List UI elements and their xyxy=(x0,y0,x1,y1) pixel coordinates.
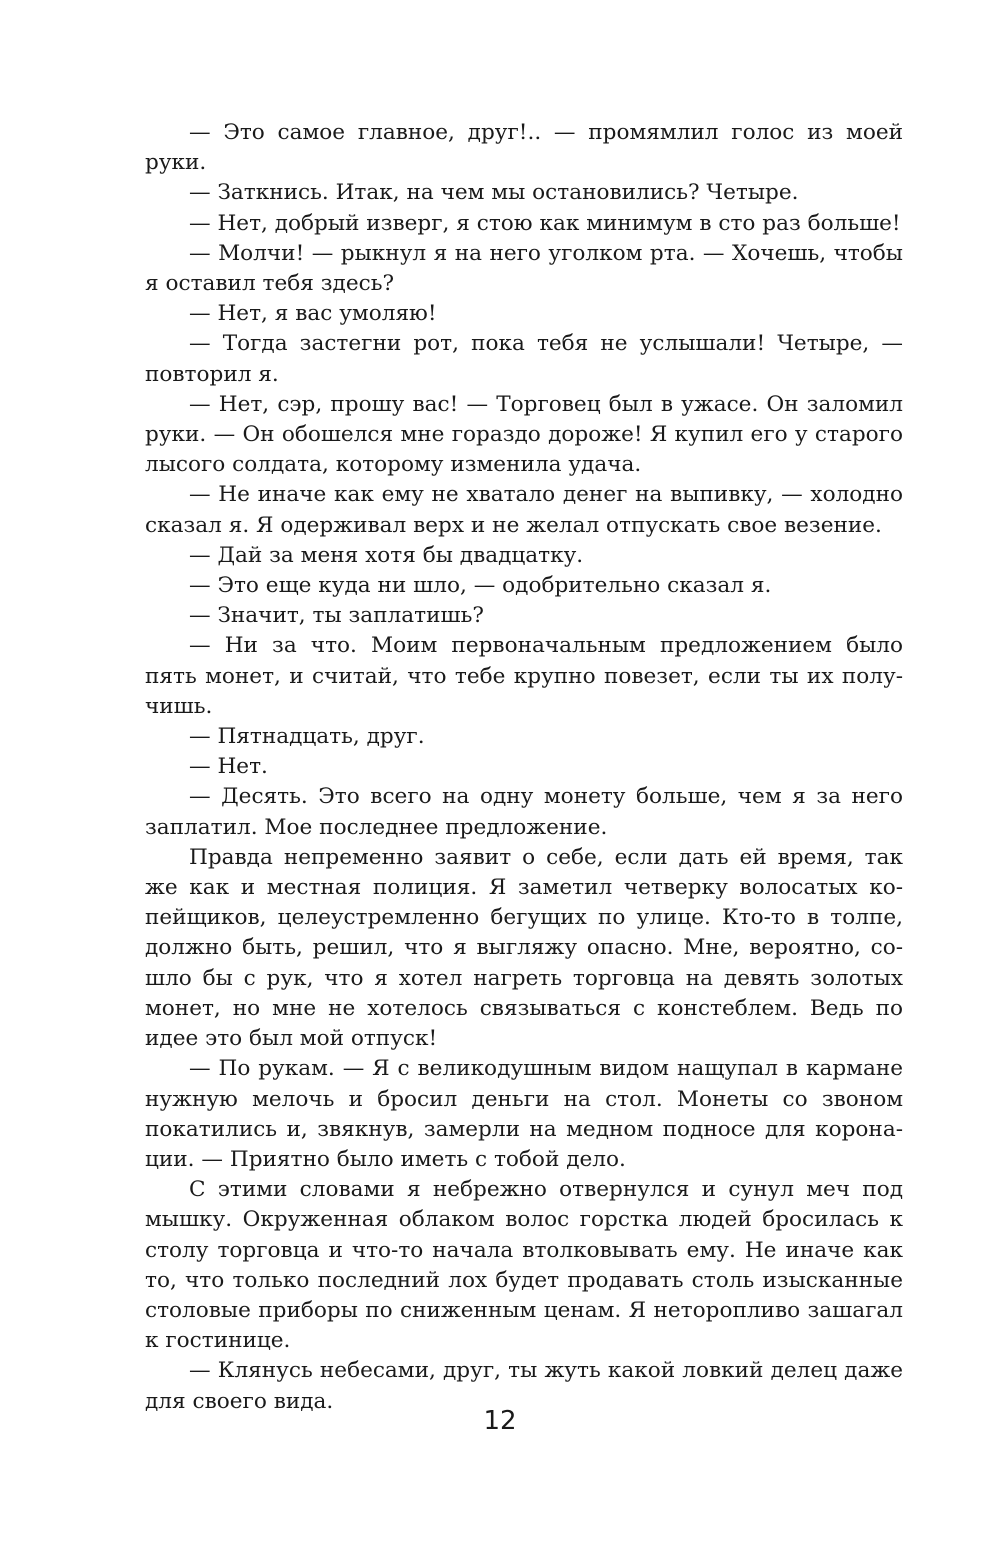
paragraph: — Дай за меня хотя бы двадцатку. xyxy=(189,542,584,568)
paragraph: — Нет, сэр, прошу вас! — Торговец был в ужасе. Он заломил руки. — Он обошелся мне гораздо дороже! Я купил его у старого лысого солдата, которому изменила удача. xyxy=(145,391,903,478)
paragraph: — Нет, добрый изверг, я стою как минимум в сто раз больше! xyxy=(189,210,901,236)
paragraph: — По рукам. — Я с великодушным видом нащупал в кармане нужную мелочь и бросил деньги на стол. Монеты со звоном покатились и, звякнув, замерли на медном подносе для коронации. — Приятно было иметь с тобой дело. xyxy=(145,1056,903,1172)
paragraph: Правда непременно заявит о себе, если дать ей время, так же как и местная полиция. Я заметил четверку волосатых копейщиков, целеустремленно бегущих по улице. Кто-то в толпе, должно быть, решил, что я выгляжу опасно. Мне, вероятно, сошло бы с рук, что я хотел нагреть торговца на девять золотых монет, но мне не хотелось связываться с констеблем. Ведь по идее это был мой отпуск! xyxy=(145,844,903,1052)
paragraph: — Нет, я вас умоляю! xyxy=(189,301,437,327)
paragraph: — Молчи! — рыкнул я на него уголком рта. — Хочешь, чтобы я оставил тебя здесь? xyxy=(145,240,903,297)
book-text xyxy=(145,118,903,1417)
paragraph: — Значит, ты заплатишь? xyxy=(189,603,484,629)
paragraph: С этими словами я небрежно отвернулся и сунул меч под мышку. Окруженная облаком волос горстка людей бросилась к столу торговца и что-то начала втолковывать ему. Не иначе как то, что только последний лох будет продавать столь изысканные столовые приборы по сниженным ценам. Я неторопливо зашагал к гостинице. xyxy=(145,1177,903,1354)
paragraph: — Это еще куда ни шло, — одобрительно сказал я. xyxy=(189,573,772,599)
paragraph: — Не иначе как ему не хватало денег на выпивку, — холодно сказал я. Я одерживал верх и не желал отпускать свое везение. xyxy=(145,482,903,538)
page-number: 12 xyxy=(483,1406,517,1436)
paragraph: — Тогда застегни рот, пока тебя не услышали! Четыре, — повторил я. xyxy=(145,331,903,387)
paragraph: — Десять. Это всего на одну монету больше, чем я за него заплатил. Мое последнее предложение. xyxy=(145,784,903,840)
paragraph: — Пятнадцать, друг. xyxy=(189,724,425,750)
paragraph: — Заткнись. Итак, на чем мы остановились? Четыре. xyxy=(189,180,799,206)
paragraph: — Нет. xyxy=(189,754,268,780)
paragraph: — Ни за что. Моим первоначальным предложением было пять монет, и считай, что тебе крупно повезет, если ты их получишь. xyxy=(145,633,903,719)
paragraph: — Это самое главное, друг!.. — промямлил голос из моей руки. xyxy=(145,120,903,176)
paragraph: — Клянусь небесами, друг, ты жуть какой ловкий делец даже для своего вида. xyxy=(145,1358,903,1414)
